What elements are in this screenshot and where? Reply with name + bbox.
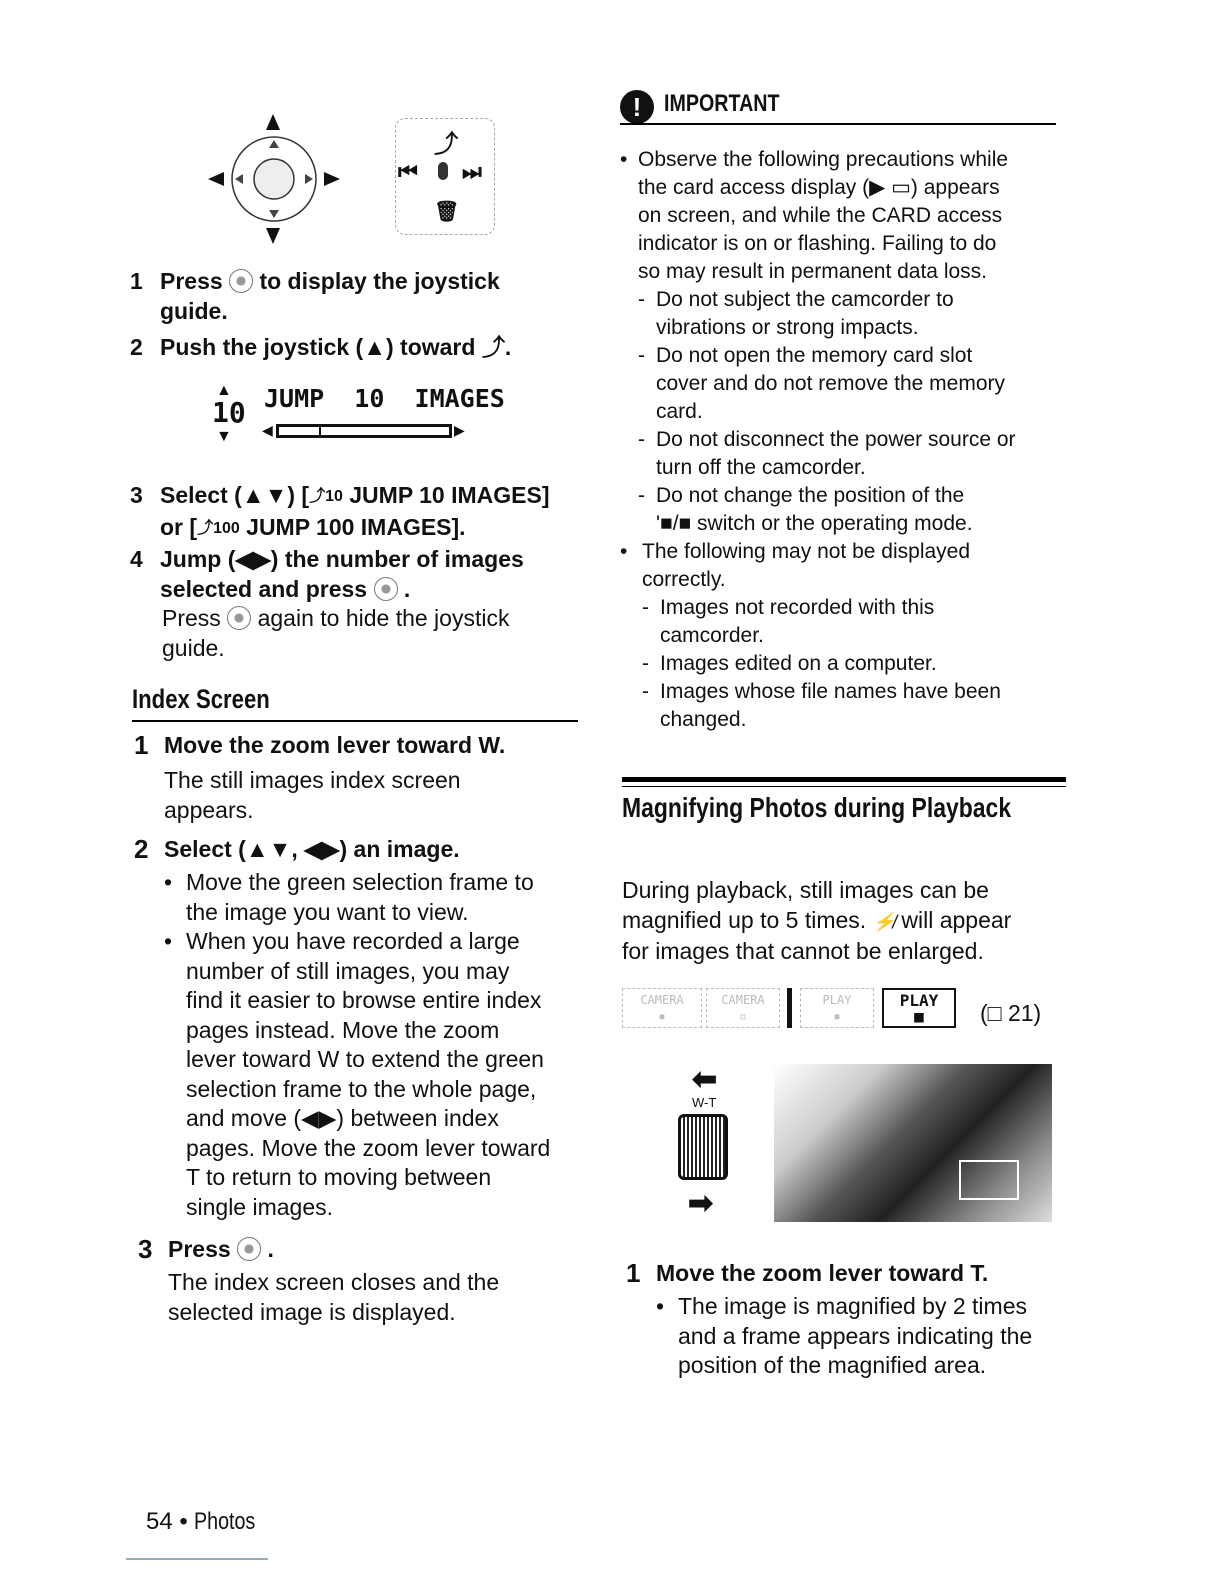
- joystick-button-icon: [237, 1237, 261, 1261]
- mode-divider: [787, 988, 792, 1028]
- jump-100-icon: ⤴100: [197, 520, 240, 537]
- page-number: 54: [146, 1508, 173, 1535]
- skip-forward-icon: ⏭: [462, 159, 482, 184]
- list-item: • Move the green selection frame to the image you want to view.: [164, 869, 534, 925]
- important-icon: !: [620, 90, 654, 124]
- jump-icon: ⤴: [481, 334, 505, 360]
- list-item: - Do not subject the camcorder to vibrations or strong impacts.: [638, 288, 954, 339]
- mode-play-photo: PLAY ■: [882, 988, 956, 1028]
- zoom-lever: [678, 1062, 738, 1222]
- important-rule: [620, 123, 1056, 125]
- zoom-label: W-T: [692, 1095, 717, 1110]
- important-label: IMPORTANT: [664, 90, 780, 117]
- index-bullets: [164, 868, 594, 1222]
- magnified-photo: [774, 1064, 1052, 1222]
- arrow-down-icon: [266, 228, 280, 244]
- joystick-diagram: [200, 108, 350, 248]
- mode-camera-video: CAMERA ▪: [622, 988, 702, 1028]
- jump-10-icon: ⤴10: [309, 488, 343, 505]
- list-item: - Do not open the memory card slot cover and do not remove the memory card.: [638, 344, 1006, 423]
- delete-icon: 🗑: [434, 201, 460, 223]
- magnify-frame-icon: [959, 1160, 1019, 1200]
- page-reference: (□ 21): [980, 1000, 1042, 1026]
- list-item: - Do not change the position of the '■/■ switch or the operating mode.: [638, 484, 973, 535]
- section-rule-top: [622, 777, 1066, 782]
- section-rule-thin: [622, 786, 1066, 787]
- list-item: • When you have recorded a large number of still images, you may find it easier to browse entire index pages instead. Move the zoom lever toward W to extend the green selection frame to the whole page, and move (◀▶) between index pages. Move the zoom lever toward T to return to moving between single images.: [164, 928, 551, 1220]
- joystick-guide-panel: [395, 118, 495, 235]
- arrow-right-icon: ➡: [688, 1187, 714, 1220]
- list-item: - Images edited on a computer.: [642, 652, 937, 675]
- arrow-left-icon: ⬅: [692, 1063, 718, 1096]
- no-zoom-icon: ⚡̸: [872, 911, 895, 932]
- skip-back-icon: ⏮: [398, 159, 418, 184]
- jump-10-icon: 10: [212, 396, 246, 429]
- index-screen-heading: Index Screen: [132, 684, 270, 714]
- list-item: - Images not recorded with this camcorder.: [642, 596, 935, 647]
- jump-slider: [276, 424, 452, 438]
- magnify-bullet: • The image is magnified by 2 times and a frame appears indicating the position of the magnified area.: [656, 1293, 1033, 1378]
- mode-camera-photo: CAMERA ▫: [706, 988, 780, 1028]
- heading-rule: [132, 720, 578, 722]
- list-item: • The following may not be displayed correctly.: [620, 540, 971, 591]
- arrow-left-icon: [208, 172, 224, 186]
- arrow-up-icon: ▲: [216, 382, 232, 399]
- joystick-center-icon: [254, 159, 294, 199]
- section-title: Magnifying Photos during Playback: [622, 792, 1012, 823]
- arrow-right-icon: [324, 172, 340, 186]
- arrow-up-icon: [266, 114, 280, 130]
- list-item: • Observe the following precautions while the card access display (▶ ▭) appears on screen, and while the CARD access indicator is on or flashing. Failing to do so may result in permanent data loss.: [620, 148, 1009, 283]
- intro-text: During playback, still images can be magnified up to 5 times. ⚡̸ will appear for images that cannot be enlarged.: [622, 877, 1012, 964]
- list-item: - Images whose file names have been changed.: [642, 680, 1001, 731]
- joystick-dot-icon: [438, 162, 448, 180]
- lcd-jump-display: ▲ 10 ▼ JUMP 10 IMAGES ◀ ▶: [212, 382, 505, 445]
- arrow-right-icon: ▶: [454, 422, 465, 438]
- arrow-left-icon: ◀: [262, 422, 273, 438]
- list-item: - Do not disconnect the power source or turn off the camcorder.: [638, 428, 1016, 479]
- important-list: [620, 146, 1060, 734]
- page-footer: 54 • Photos: [146, 1508, 256, 1535]
- joystick-button-icon: [227, 606, 251, 630]
- mode-play-video: PLAY ▪: [800, 988, 874, 1028]
- jump-icon: ⤴: [434, 131, 458, 158]
- joystick-button-icon: [229, 269, 253, 293]
- footer-rule: [126, 1558, 268, 1560]
- section-name: Photos: [194, 1508, 256, 1535]
- joystick-button-icon: [374, 577, 398, 601]
- zoom-lever-icon: [678, 1114, 728, 1180]
- step-4-note: Press again to hide the joystick guide.: [162, 605, 510, 661]
- arrow-down-icon: ▼: [216, 428, 232, 445]
